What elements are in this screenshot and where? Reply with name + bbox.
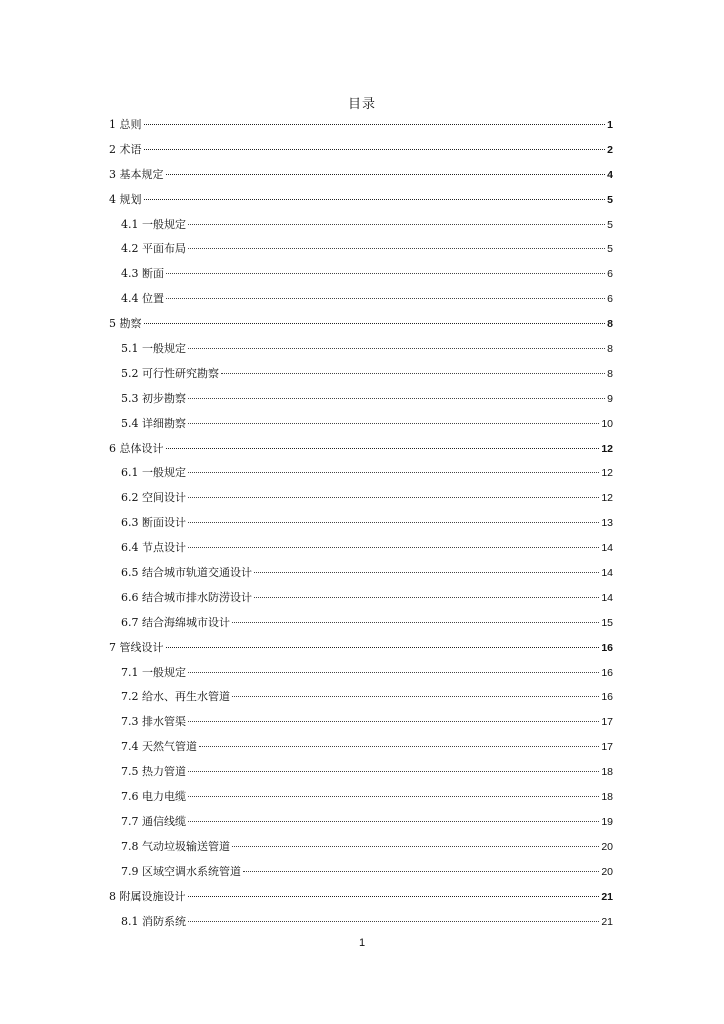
toc-entry-label: 4.4 位置 — [121, 292, 164, 306]
toc-entry-page: 18 — [601, 766, 613, 779]
toc-entry-page: 8 — [607, 367, 613, 380]
toc-entry-page: 14 — [601, 591, 613, 604]
toc-entry-page: 21 — [601, 915, 613, 928]
toc-entry[interactable] — [109, 138, 613, 163]
toc-entry[interactable] — [109, 611, 613, 636]
dot-leader — [232, 846, 599, 847]
dot-leader — [232, 622, 599, 623]
toc-entry-label: 3 基本规定 — [109, 167, 164, 181]
dot-leader — [188, 248, 605, 249]
toc-entry[interactable] — [109, 760, 613, 785]
toc-entry-label: 6.5 结合城市轨道交通设计 — [121, 566, 252, 580]
toc-entry-page: 18 — [601, 791, 613, 804]
toc-entry[interactable] — [109, 835, 613, 860]
toc-entry-label: 8.1 消防系统 — [121, 914, 186, 928]
toc-entry[interactable] — [109, 461, 613, 486]
toc-entry-label: 6 总体设计 — [109, 441, 164, 455]
toc-entry[interactable] — [109, 213, 613, 238]
toc-entry-page: 16 — [601, 666, 613, 679]
dot-leader — [188, 921, 599, 922]
dot-leader — [166, 298, 605, 299]
toc-entry-page: 12 — [601, 467, 613, 480]
toc-entry-page: 14 — [601, 542, 613, 555]
dot-leader — [188, 522, 599, 523]
toc-entry-page: 12 — [601, 442, 613, 455]
toc-entry-page: 14 — [601, 567, 613, 580]
toc-entry-page: 1 — [607, 119, 613, 131]
toc-entry[interactable] — [109, 536, 613, 561]
toc-entry-label: 7.3 排水管渠 — [121, 715, 186, 729]
toc-entry-page: 20 — [601, 865, 613, 878]
toc-entry-label: 7.1 一般规定 — [121, 665, 186, 679]
dot-leader — [232, 696, 599, 697]
toc-entry[interactable] — [109, 287, 613, 312]
toc-entry[interactable] — [109, 710, 613, 735]
toc-entry-label: 7.9 区域空调水系统管道 — [121, 864, 241, 878]
dot-leader — [166, 174, 606, 175]
toc-entry-page: 12 — [601, 492, 613, 505]
toc-entry[interactable] — [109, 511, 613, 536]
dot-leader — [188, 497, 599, 498]
toc-entry-label: 7.7 通信线缆 — [121, 814, 186, 828]
toc-entry-page: 8 — [607, 318, 613, 331]
toc-entry-label: 7.5 热力管道 — [121, 765, 186, 779]
toc-entry[interactable] — [109, 387, 613, 412]
toc-entry[interactable] — [109, 437, 613, 462]
toc-entry[interactable] — [109, 586, 613, 611]
toc-entry[interactable] — [109, 885, 613, 910]
toc-entry-page: 15 — [601, 616, 613, 629]
toc-entry-label: 5.4 详细勘察 — [121, 416, 186, 430]
dot-leader — [188, 547, 599, 548]
dot-leader — [166, 273, 605, 274]
toc-entry-label: 6.6 结合城市排水防涝设计 — [121, 590, 252, 604]
toc-entry-label: 5.3 初步勘察 — [121, 391, 186, 405]
toc-entry-label: 6.2 空间设计 — [121, 491, 186, 505]
toc-entry[interactable] — [109, 636, 613, 661]
toc-entry[interactable] — [109, 661, 613, 686]
toc-entry[interactable] — [109, 113, 613, 138]
toc-entry-page: 13 — [601, 517, 613, 530]
toc-entry-label: 7.6 电力电缆 — [121, 790, 186, 804]
toc-entry[interactable] — [109, 860, 613, 885]
toc-entry[interactable] — [109, 362, 613, 387]
toc-entry-label: 2 术语 — [109, 142, 142, 156]
dot-leader — [144, 199, 606, 200]
dot-leader — [188, 896, 600, 897]
dot-leader — [188, 721, 599, 722]
toc-entry[interactable] — [109, 412, 613, 437]
toc-entry-label: 4.1 一般规定 — [121, 217, 186, 231]
dot-leader — [188, 796, 599, 797]
toc-entry-page: 6 — [607, 293, 613, 306]
toc-entry[interactable] — [109, 486, 613, 511]
toc-entry-page: 17 — [601, 741, 613, 754]
dot-leader — [144, 124, 606, 125]
toc-entry-page: 19 — [601, 815, 613, 828]
toc-entry[interactable] — [109, 685, 613, 710]
toc-entry[interactable] — [109, 810, 613, 835]
dot-leader — [144, 149, 606, 150]
toc-entry[interactable] — [109, 735, 613, 760]
toc-entry-label: 7.4 天然气管道 — [121, 740, 197, 754]
toc-entry-page: 10 — [601, 417, 613, 430]
dot-leader — [188, 771, 599, 772]
toc-entry-label: 5.1 一般规定 — [121, 342, 186, 356]
toc-entry-page: 20 — [601, 840, 613, 853]
toc-entry-page: 9 — [607, 392, 613, 405]
toc-entry-label: 7.2 给水、再生水管道 — [121, 690, 230, 704]
toc-entry-label: 1 总则 — [109, 118, 142, 131]
toc-entry-label: 5 勘察 — [109, 317, 142, 331]
dot-leader — [221, 373, 605, 374]
toc-entry-label: 6.7 结合海绵城市设计 — [121, 615, 230, 629]
dot-leader — [188, 348, 605, 349]
dot-leader — [188, 398, 605, 399]
toc-entry[interactable] — [109, 910, 613, 935]
dot-leader — [188, 821, 599, 822]
dot-leader — [188, 423, 599, 424]
toc-entry-page: 16 — [601, 691, 613, 704]
toc-entry-label: 6.4 节点设计 — [121, 541, 186, 555]
toc-entry-page: 6 — [607, 268, 613, 281]
toc-entry-page: 21 — [601, 890, 613, 903]
toc-entry[interactable] — [109, 785, 613, 810]
dot-leader — [243, 871, 599, 872]
dot-leader — [188, 224, 605, 225]
toc-entry[interactable] — [109, 237, 613, 262]
toc-entry[interactable] — [109, 337, 613, 362]
dot-leader — [188, 472, 599, 473]
toc-title: 目录 — [347, 97, 376, 112]
toc-entry-page: 4 — [607, 168, 613, 181]
toc-entry-label: 5.2 可行性研究勘察 — [121, 366, 219, 380]
dot-leader — [199, 746, 599, 747]
toc-entry[interactable] — [109, 188, 613, 213]
toc-entry[interactable] — [109, 262, 613, 287]
toc-entry-label: 4 规划 — [109, 192, 142, 206]
dot-leader — [166, 647, 600, 648]
toc-entry-page: 16 — [601, 641, 613, 654]
dot-leader — [188, 672, 599, 673]
toc-entry-page: 5 — [607, 218, 613, 231]
toc-entry-label: 8 附属设施设计 — [109, 889, 186, 903]
table-of-contents — [109, 113, 613, 934]
dot-leader — [254, 572, 599, 573]
toc-entry-label: 4.3 断面 — [121, 267, 164, 281]
toc-entry[interactable] — [109, 312, 613, 337]
toc-entry-label: 6.1 一般规定 — [121, 466, 186, 480]
toc-entry-label: 7.8 气动垃圾输送管道 — [121, 839, 230, 853]
toc-entry-page: 17 — [601, 716, 613, 729]
dot-leader — [166, 448, 600, 449]
toc-entry-page: 8 — [607, 343, 613, 356]
toc-entry[interactable] — [109, 561, 613, 586]
toc-entry-page: 5 — [607, 243, 613, 256]
page-number: 1 — [358, 937, 366, 949]
dot-leader — [144, 323, 606, 324]
toc-entry[interactable] — [109, 163, 613, 188]
toc-entry-label: 6.3 断面设计 — [121, 516, 186, 530]
toc-entry-label: 4.2 平面布局 — [121, 242, 186, 256]
toc-entry-label: 7 管线设计 — [109, 640, 164, 654]
dot-leader — [254, 597, 599, 598]
toc-entry-page: 2 — [607, 143, 613, 156]
toc-entry-page: 5 — [607, 193, 613, 206]
